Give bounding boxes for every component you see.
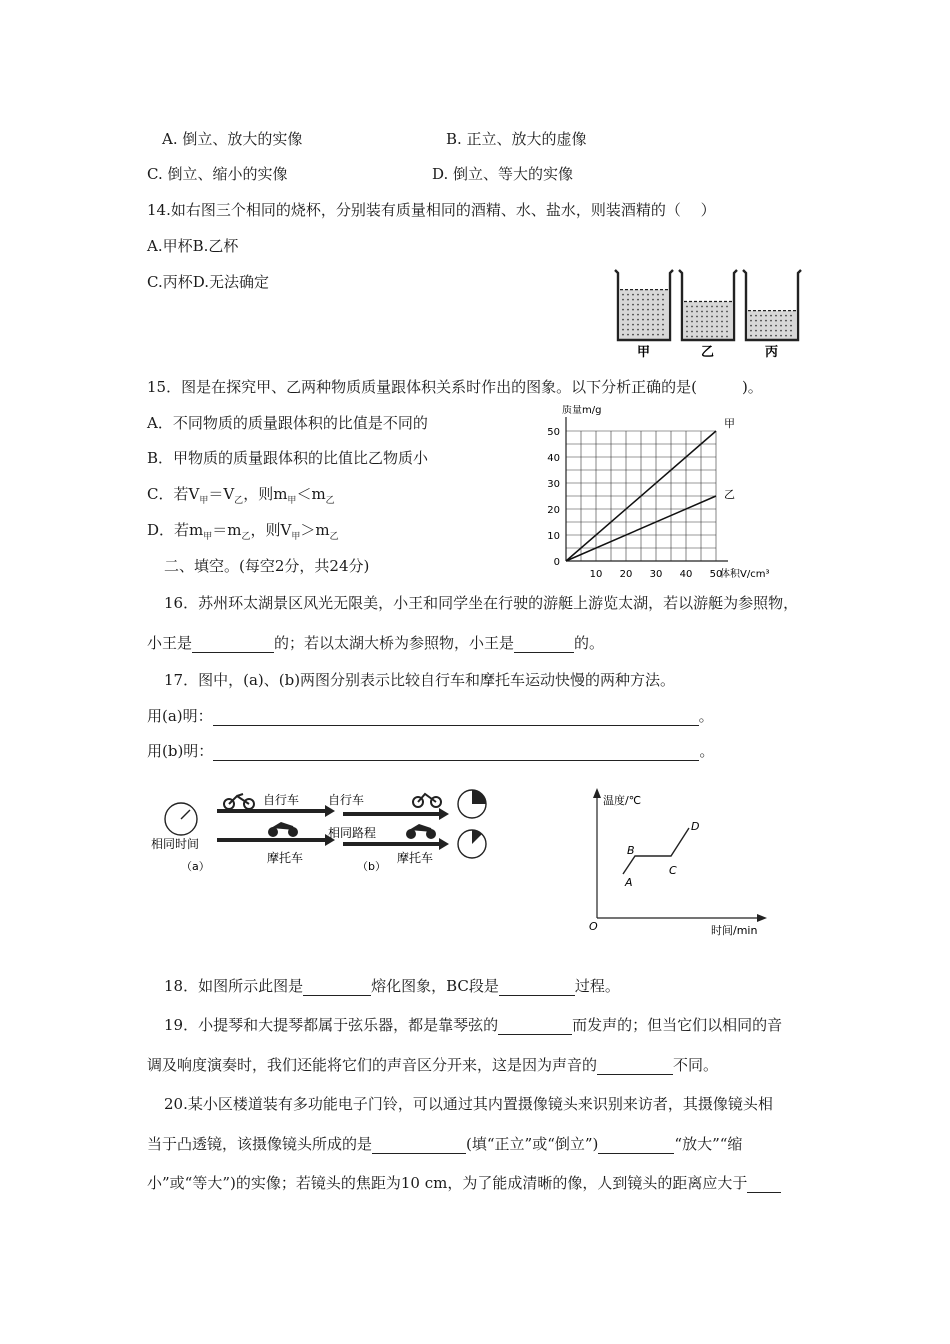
q17-answer-b: 用(b)明： 。 xyxy=(147,742,715,760)
q13-option-c: C. 倒立、缩小的实像 xyxy=(147,165,288,183)
point-b-label: B xyxy=(627,844,635,857)
speed-comparison-figure xyxy=(145,782,505,874)
same-time-label: 相同时间 xyxy=(151,837,200,851)
fig-b-label: （b） xyxy=(357,860,386,873)
y-tick-label: 10 xyxy=(547,531,560,542)
q16-line1: 16．苏州环太湖景区风光无限美，小王和同学坐在行驶的游艇上游览太湖，若以游艇为参照物， xyxy=(164,594,799,612)
y-tick-label: 50 xyxy=(547,427,560,438)
q13-option-b: B. 正立、放大的虚像 xyxy=(446,130,587,148)
x-axis-label: 体积V/cm³ xyxy=(720,569,770,580)
q18-blank-2[interactable] xyxy=(499,981,575,996)
moto-label-b: 摩托车 xyxy=(397,851,434,865)
q13-option-a: A. 倒立、放大的实像 xyxy=(162,130,303,148)
q15-option-b: B．甲物质的质量跟体积的比值比乙物质小 xyxy=(147,449,429,467)
moto-label-a: 摩托车 xyxy=(267,851,304,865)
q14-stem: 14.如右图三个相同的烧杯，分别装有质量相同的酒精、水、盐水，则装酒精的（ ） xyxy=(147,201,716,219)
stopwatch-icon-2 xyxy=(458,830,486,858)
bicycle-icon-b xyxy=(413,794,441,807)
q20-line3: 小”或“等大”)的实像；若镜头的焦距为10 cm，为了能成清晰的像，人到镜头的距离应大于 xyxy=(147,1172,781,1193)
beakers-figure xyxy=(610,262,810,362)
q19-line2: 调及响度演奏时，我们还能将它们的声音区分开来，这是因为声音的 不同。 xyxy=(147,1056,719,1074)
bike-label-a: 自行车 xyxy=(263,793,300,807)
q15-option-c: C．若$V_甲=V_乙$，则$m_甲<m_乙$ xyxy=(147,485,335,506)
q19-blank-2[interactable] xyxy=(597,1060,673,1075)
q17-answer-a: 用(a)明： 。 xyxy=(147,707,714,725)
temperature-axis-label: 温度/℃ xyxy=(603,794,642,807)
point-d-label: D xyxy=(691,820,700,833)
q15-option-d: D．若$m_甲=m_乙$，则$V_甲>m_乙$ xyxy=(147,521,339,542)
q13-option-d: D. 倒立、等大的实像 xyxy=(432,165,574,183)
series-label-甲: 甲 xyxy=(724,417,735,430)
q14-options-cd: C.丙杯D.无法确定 xyxy=(147,273,269,291)
x-tick-label: 30 xyxy=(649,569,663,580)
q16-blank-1[interactable] xyxy=(192,638,274,653)
y-tick-label: 30 xyxy=(547,479,560,490)
beaker-label: 甲 xyxy=(637,345,651,360)
q17-stem: 17．图中，(a)、(b)两图分别表示比较自行车和摩托车运动快慢的两种方法。 xyxy=(164,671,676,689)
q18-blank-1[interactable] xyxy=(303,981,371,996)
bike-label-b: 自行车 xyxy=(328,793,365,807)
beaker-label: 丙 xyxy=(765,345,779,360)
stopwatch-icon-1 xyxy=(458,790,486,818)
point-a-label: A xyxy=(625,876,633,889)
q15-option-a: A．不同物质的质量跟体积的比值是不同的 xyxy=(147,414,428,432)
beaker-2 xyxy=(679,270,737,360)
q17-blank-a[interactable] xyxy=(213,711,699,726)
y-tick-label: 40 xyxy=(547,453,560,464)
origin-label: O xyxy=(589,920,598,933)
q15-stem: 15．图是在探究甲、乙两种物质质量跟体积关系时作出的图象。以下分析正确的是( )。 xyxy=(147,378,763,396)
melting-graph xyxy=(585,788,775,938)
mass-volume-chart xyxy=(530,405,800,583)
q20-line2: 当于凸透镜，该摄像镜头所成的是 (填“正立”或“倒立”) “放大”“缩 xyxy=(147,1135,743,1153)
q19-line1: 19．小提琴和大提琴都属于弦乐器，都是靠琴弦的 而发声的；但当它们以相同的音 xyxy=(164,1016,783,1034)
beaker-1 xyxy=(615,270,673,360)
x-tick-label: 40 xyxy=(679,569,693,580)
beaker-label: 乙 xyxy=(701,345,715,360)
liquid xyxy=(684,302,732,340)
y-tick-label: 0 xyxy=(553,557,560,568)
x-tick-label: 50 xyxy=(709,569,723,580)
section-fill-in-title: 二、填空。(每空2分，共24分) xyxy=(164,557,370,575)
motorcycle-icon-b xyxy=(406,824,436,839)
motorcycle-icon xyxy=(268,822,298,837)
q14-options-ab: A.甲杯B.乙杯 xyxy=(147,237,239,255)
same-distance-label: 相同路程 xyxy=(328,826,377,840)
q20-blank-2[interactable] xyxy=(598,1139,674,1154)
fig-a-label: （a） xyxy=(181,860,210,873)
y-axis-label: 质量m/g xyxy=(562,405,602,416)
q20-blank-3[interactable] xyxy=(747,1178,781,1193)
x-tick-label: 10 xyxy=(589,569,603,580)
q16-line2: 小王是 的；若以太湖大桥为参照物，小王是 的。 xyxy=(147,634,605,652)
q18-line: 18．如图所示此图是 熔化图象，BC段是 过程。 xyxy=(164,977,620,995)
y-tick-label: 20 xyxy=(547,505,560,516)
q20-blank-1[interactable] xyxy=(372,1139,466,1154)
series-label-乙: 乙 xyxy=(724,488,735,501)
q20-line1: 20.某小区楼道装有多功能电子门铃，可以通过其内置摄像镜头来识别来访者，其摄像镜头相 xyxy=(164,1095,773,1113)
x-tick-label: 20 xyxy=(619,569,633,580)
q16-blank-2[interactable] xyxy=(514,638,574,653)
liquid xyxy=(748,311,796,339)
beaker-3 xyxy=(743,270,801,360)
bicycle-icon xyxy=(224,794,254,809)
time-axis-label: 时间/min xyxy=(711,924,758,937)
q17-blank-b[interactable] xyxy=(213,746,699,761)
q19-blank-1[interactable] xyxy=(498,1020,572,1035)
point-c-label: C xyxy=(669,864,677,877)
